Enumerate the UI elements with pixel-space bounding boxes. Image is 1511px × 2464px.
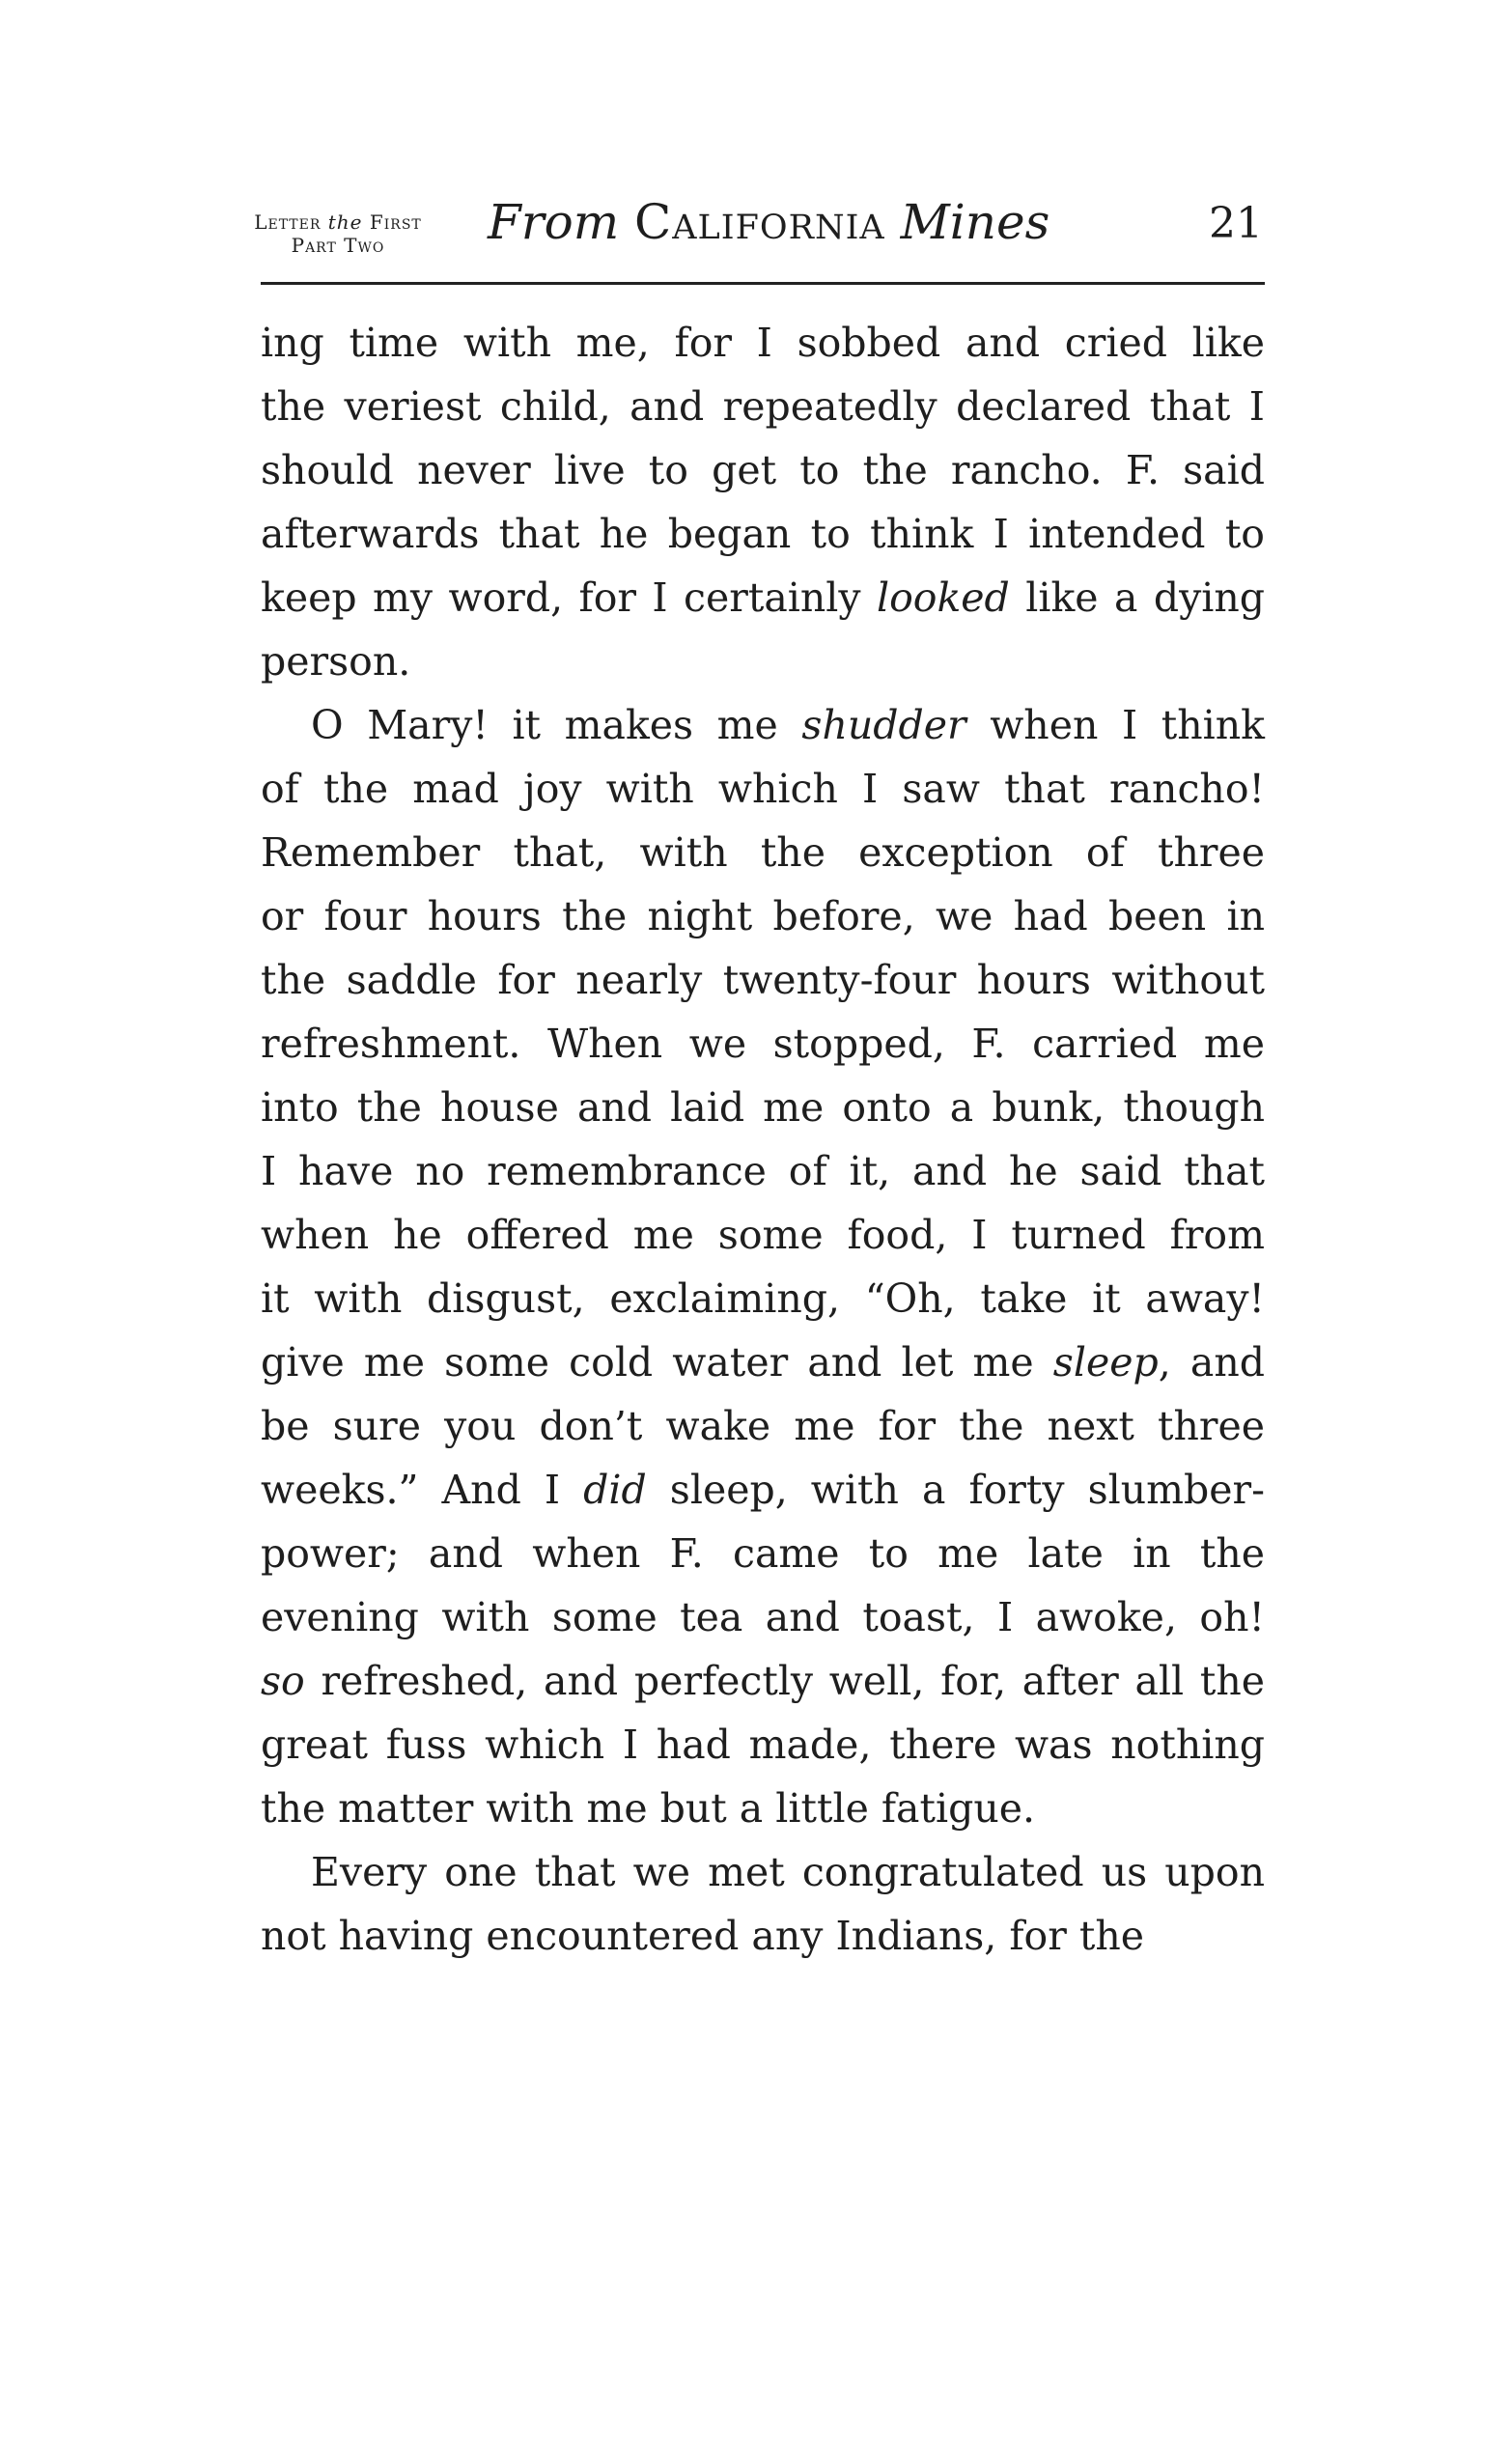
italic-emphasis: so [261, 1658, 305, 1704]
text-line: power; and when F. came to me late in the [261, 1530, 1265, 1577]
text-line [261, 1649, 1265, 1713]
the-word: the [327, 210, 363, 234]
text-segment: sleep, with a forty slumber- [646, 1467, 1265, 1513]
text-line: it with disgust, exclaiming, “Oh, take it away! [261, 1275, 1265, 1322]
italic-emphasis: did [583, 1467, 647, 1513]
text-line: afterwards that he began to think I intended to [261, 511, 1265, 557]
text-segment: O Mary! it makes me [311, 702, 802, 748]
text-segment: give me some cold water and let me [261, 1339, 1053, 1386]
running-head [212, 191, 1263, 278]
text-line [261, 1330, 1265, 1394]
italic-emphasis: sleep [1052, 1339, 1159, 1386]
part-two-label: Part Two [291, 234, 385, 257]
text-segment: weeks.” And I [261, 1467, 584, 1513]
text-line [261, 693, 1265, 757]
text-line: into the house and laid me onto a bunk, though [261, 1084, 1265, 1131]
text-line: great fuss which I had made, there was nothing [261, 1722, 1265, 1768]
text-line: of the mad joy with which I saw that rancho! [261, 766, 1265, 812]
text-segment: , and [1158, 1339, 1265, 1386]
letter-word: Letter [254, 210, 322, 234]
title-from: From [488, 194, 620, 250]
text-line [261, 566, 1265, 630]
italic-emphasis: looked [876, 574, 1010, 621]
body-text [261, 311, 1265, 1968]
text-line: refreshment. When we stopped, F. carried me [261, 1021, 1265, 1067]
text-line: I have no remembrance of it, and he said that [261, 1148, 1265, 1194]
text-line: ing time with me, for I sobbed and cried like [261, 320, 1265, 366]
title-california: California [634, 194, 885, 250]
text-line: Remember that, with the exception of three [261, 829, 1265, 876]
text-line: be sure you don’t wake me for the next three [261, 1403, 1265, 1449]
text-segment: like a dying [1009, 574, 1265, 621]
text-line: the saddle for nearly twenty-four hours without [261, 957, 1265, 1003]
text-line: Every one that we met congratulated us upon [311, 1849, 1265, 1895]
text-line: not having encountered any Indians, for the [261, 1913, 1145, 1959]
text-line: should never live to get to the rancho. F. said [261, 447, 1265, 493]
page-number: 21 [1209, 199, 1263, 248]
text-line: person. [261, 638, 411, 685]
header-rule [261, 282, 1265, 285]
italic-emphasis: shudder [801, 702, 966, 748]
text-line [261, 1458, 1265, 1522]
text-line: the matter with me but a little fatigue. [261, 1785, 1036, 1832]
first-word: First [369, 210, 422, 234]
letter-part-label [212, 210, 463, 257]
text-line: evening with some tea and toast, I awoke, oh! [261, 1594, 1265, 1640]
running-title [488, 191, 1049, 253]
text-segment: when I think [965, 702, 1265, 748]
text-segment: keep my word, for I certainly [261, 574, 877, 621]
title-mines: Mines [900, 194, 1050, 250]
text-line: when he offered me some food, I turned from [261, 1212, 1265, 1258]
text-segment: refreshed, and perfectly well, for, after all the [304, 1658, 1265, 1704]
text-line: or four hours the night before, we had been in [261, 893, 1265, 939]
text-line: the veriest child, and repeatedly declared that I [261, 383, 1265, 430]
